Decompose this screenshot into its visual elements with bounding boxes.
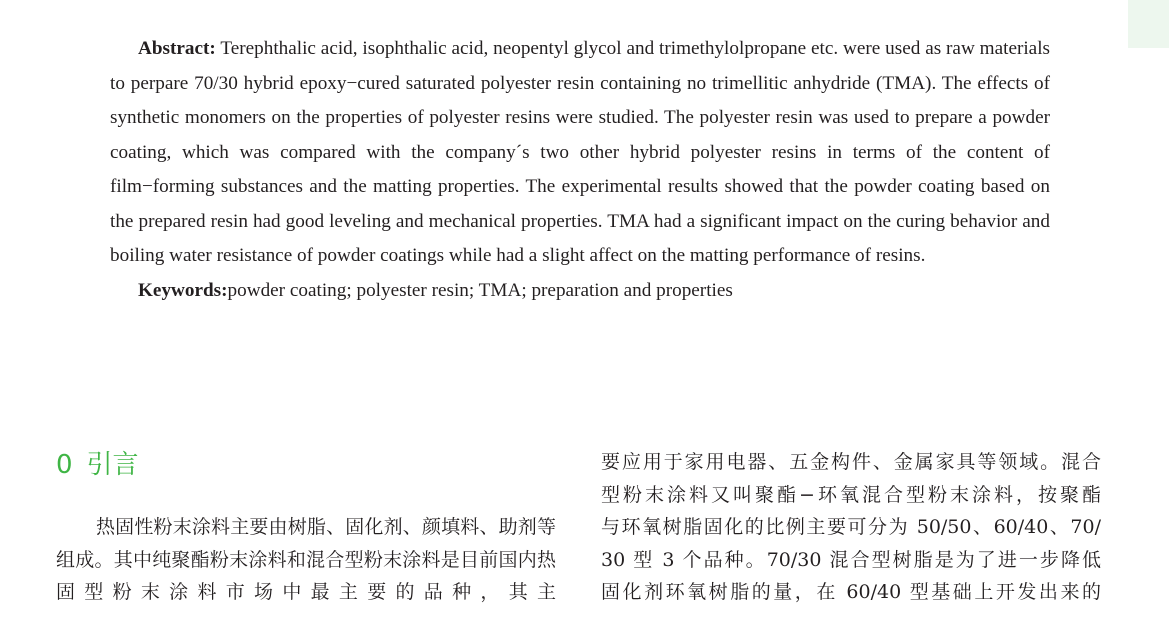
body-line: 固化剂环氧树脂的量，在 60/40 型基础上开发出来的	[601, 581, 1101, 603]
body-line: 型粉末涂料又叫聚酯−环氧混合型粉末涂料，按聚酯	[601, 483, 1101, 506]
abstract-text: Terephthalic acid, isophthalic acid, neopentyl glycol and trimethylolpropane etc. were used as raw materials to perpare 70/30 hybrid epoxy−cured saturated polyester resin containing no trimellitic anhydride (TMA). The effects of synthetic monomers on the properties of polyester resins were studied. The polyester resin was used to prepare a powder coating, which was compared with the company´s two other hybrid polyester resins in terms of the content of film−forming substances and the matting properties. The experimental results showed that the powder coating based on the prepared resin had good leveling and mechanical properties. TMA had a significant impact on the curing behavior and boiling water resistance of powder coatings while had a slight affect on the matting performance of resins.	[110, 38, 1051, 266]
body-line: 与环氧树脂固化的比例主要可分为 50/50、60/40、70/	[601, 516, 1101, 538]
abstract-label: Abstract:	[138, 38, 216, 59]
body-line: 要应用于家用电器、五金构件、金属家具等领域。混合	[601, 451, 1101, 473]
abstract-paragraph	[110, 32, 1050, 274]
keywords-paragraph	[110, 274, 1050, 309]
corner-decoration	[1128, 0, 1169, 48]
abstract-block	[110, 32, 1050, 308]
keywords-text: powder coating; polyester resin; TMA; preparation and properties	[227, 279, 733, 301]
body-line: 30 型 3 个品种。70/30 混合型树脂是为了进一步降低	[601, 548, 1101, 571]
keywords-label: Keywords:	[138, 279, 228, 301]
body-column-right	[601, 446, 1101, 609]
section-number: 0	[56, 450, 73, 480]
section-heading	[56, 447, 139, 483]
intro-paragraph: 热固性粉末涂料主要由树脂、固化剂、颜填料、助剂等组成。其中纯聚酯粉末涂料和混合型粉末涂料是目前国内热固型粉末涂料市场中最主要的品种，其主	[56, 516, 556, 603]
section-title: 引言	[86, 450, 139, 480]
body-column-left	[56, 511, 556, 609]
